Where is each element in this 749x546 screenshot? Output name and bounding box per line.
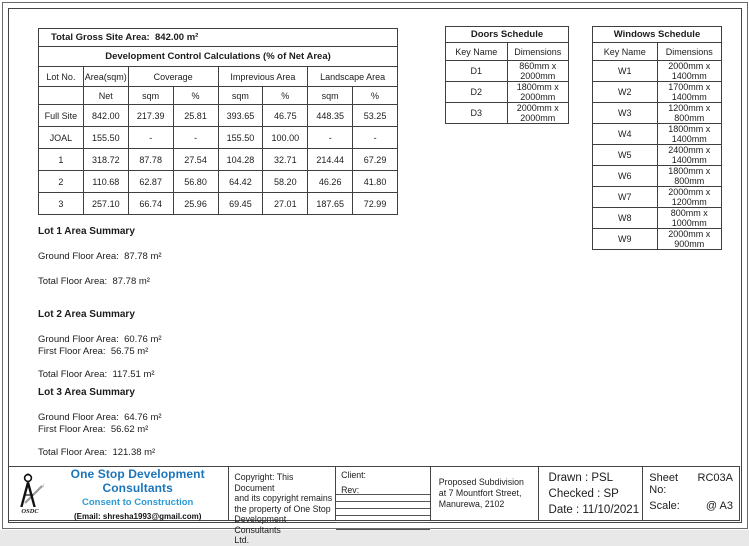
project-line: Proposed Subdivision: [438, 477, 524, 487]
table-row-full-site: [39, 105, 398, 127]
table-cell: D1: [446, 61, 508, 82]
table-row: [593, 82, 722, 103]
first-floor-area: First Floor Area: 56.75 m²: [38, 346, 149, 357]
copyright-line: and its copyright remains: [234, 493, 333, 503]
lot-summary-title: Lot 3 Area Summary: [38, 387, 135, 398]
rev-label: Rev:: [336, 483, 430, 495]
table-cell: 110.68: [83, 171, 128, 193]
table-row: [593, 103, 722, 124]
table-row: [593, 187, 722, 208]
col-header-lot-no: Lot No.: [39, 67, 84, 87]
company-logo: [13, 473, 47, 515]
table-row: [593, 208, 722, 229]
company-text: [47, 467, 228, 521]
table-cell: W3: [593, 103, 658, 124]
table-cell: 860mm x 2000mm: [507, 61, 569, 82]
table-row: [593, 229, 722, 250]
table-cell: W1: [593, 61, 658, 82]
project-line: Manurewa, 2102: [438, 499, 505, 509]
table-cell: 257.10: [83, 193, 128, 215]
table-row: [446, 103, 569, 124]
date: Date : 11/10/2021: [548, 503, 640, 516]
col-header-landscape: Landscape Area: [308, 67, 398, 87]
table-cell: 32.71: [263, 149, 308, 171]
table-cell: 2000mm x 1200mm: [657, 187, 722, 208]
revision-row: [336, 509, 430, 516]
table-cell: 64.42: [218, 171, 263, 193]
table-row: [593, 124, 722, 145]
table-cell: 1800mm x 1400mm: [657, 124, 722, 145]
table-cell: Full Site: [39, 105, 84, 127]
table-cell: 2000mm x 2000mm: [507, 103, 569, 124]
subheader-pct: %: [353, 87, 398, 105]
scale-value: @ A3: [705, 500, 733, 512]
subheader-sqm: sqm: [218, 87, 263, 105]
table-row: [593, 145, 722, 166]
sheet-no-row: [649, 472, 733, 496]
table-cell: W2: [593, 82, 658, 103]
lot2-area-summary: [38, 309, 162, 380]
table-cell: JOAL: [39, 127, 84, 149]
table-cell: 2000mm x 1400mm: [657, 61, 722, 82]
company-panel: [9, 467, 228, 520]
table-cell: 58.20: [263, 171, 308, 193]
table-cell: W5: [593, 145, 658, 166]
drawn-by: Drawn : PSL: [548, 471, 614, 484]
table-cell: -: [308, 127, 353, 149]
table-cell: 842.00: [83, 105, 128, 127]
revision-row: [336, 523, 430, 530]
copyright-line: the property of One Stop: [234, 503, 331, 514]
windows-header-dimensions: Dimensions: [657, 43, 722, 61]
table-cell: D3: [446, 103, 508, 124]
table-row-lot2: [39, 171, 398, 193]
table-cell: 62.87: [128, 171, 173, 193]
table-cell: 104.28: [218, 149, 263, 171]
client-label: Client:: [341, 470, 366, 480]
lot1-area-summary: [38, 226, 162, 287]
subheader-pct: %: [173, 87, 218, 105]
project-line: at 7 Mountfort Street,: [438, 488, 522, 498]
ground-floor-area: Ground Floor Area: 60.76 m²: [38, 334, 162, 345]
table-cell: 46.75: [263, 105, 308, 127]
table-cell: 2400mm x 1400mm: [657, 145, 722, 166]
first-floor-area: First Floor Area: 56.62 m²: [38, 424, 149, 435]
table-cell: 27.54: [173, 149, 218, 171]
table-cell: W8: [593, 208, 658, 229]
lot-summary-title: Lot 2 Area Summary: [38, 309, 135, 320]
ground-floor-area: Ground Floor Area: 64.76 m²: [38, 412, 162, 423]
table-cell: 155.50: [83, 127, 128, 149]
windows-schedule-title: Windows Schedule: [593, 27, 722, 43]
subheader-sqm: sqm: [308, 87, 353, 105]
checked-by: Checked : SP: [548, 487, 619, 500]
table-cell: 214.44: [308, 149, 353, 171]
table-row-joal: [39, 127, 398, 149]
table-row: [593, 166, 722, 187]
table-row-lot3: [39, 193, 398, 215]
revision-row: [336, 495, 430, 502]
subheader-pct: %: [263, 87, 308, 105]
subheader-sqm: sqm: [128, 87, 173, 105]
table-cell: -: [173, 127, 218, 149]
scale-label: Scale:: [649, 500, 680, 512]
table-cell: 393.65: [218, 105, 263, 127]
table-cell: 800mm x 1000mm: [657, 208, 722, 229]
doors-header-dimensions: Dimensions: [507, 43, 569, 61]
table-cell: W7: [593, 187, 658, 208]
company-email: (Email: shresha1993@gmail.com): [73, 511, 202, 521]
table-cell: W6: [593, 166, 658, 187]
col-header-imprevious: Imprevious Area: [218, 67, 308, 87]
copyright-notice: [228, 467, 335, 545]
lot-summary-title: Lot 1 Area Summary: [38, 226, 135, 237]
doors-header-key: Key Name: [446, 43, 508, 61]
total-floor-area: Total Floor Area: 87.78 m²: [38, 276, 150, 287]
table-cell: 187.65: [308, 193, 353, 215]
table-cell: -: [128, 127, 173, 149]
subheader-net: Net: [83, 87, 128, 105]
table-cell: 25.96: [173, 193, 218, 215]
total-floor-area: Total Floor Area: 117.51 m²: [38, 369, 155, 380]
table-cell: 2: [39, 171, 84, 193]
table-cell: 448.35: [308, 105, 353, 127]
table-cell: 1800mm x 800mm: [657, 166, 722, 187]
ground-floor-area: Ground Floor Area: 87.78 m²: [38, 251, 162, 262]
table-cell: 69.45: [218, 193, 263, 215]
table-cell: 87.78: [128, 149, 173, 171]
table-cell: 155.50: [218, 127, 263, 149]
table-cell: 100.00: [263, 127, 308, 149]
table-cell: 2000mm x 900mm: [657, 229, 722, 250]
copyright-line: Copyright: This Document: [234, 472, 294, 493]
doors-schedule-table: [445, 26, 569, 124]
sheet-no-value: RC03A: [697, 472, 733, 484]
table-cell: W9: [593, 229, 658, 250]
windows-schedule-table: [592, 26, 722, 250]
table-cell: -: [353, 127, 398, 149]
table-row-lot1: [39, 149, 398, 171]
table-cell: 53.25: [353, 105, 398, 127]
table-cell: 67.29: [353, 149, 398, 171]
table-cell: 56.80: [173, 171, 218, 193]
compass-icon: [15, 473, 45, 511]
windows-header-key: Key Name: [593, 43, 658, 61]
table-cell: 1: [39, 149, 84, 171]
sheet-no-label: Sheet No:: [649, 472, 678, 496]
table-row: [446, 82, 569, 103]
table-cell: 318.72: [83, 149, 128, 171]
table-row: [446, 61, 569, 82]
lot3-area-summary: [38, 387, 162, 458]
logo-text: OSDC: [21, 507, 39, 515]
table-cell: 72.99: [353, 193, 398, 215]
copyright-line: Ltd.: [234, 535, 250, 545]
subheader-blank: [39, 87, 84, 105]
table-cell: 41.80: [353, 171, 398, 193]
col-header-coverage: Coverage: [128, 67, 218, 87]
table-cell: 66.74: [128, 193, 173, 215]
table-cell: 1800mm x 2000mm: [507, 82, 569, 103]
development-control-table: [38, 28, 398, 215]
drawn-checked-date-panel: [538, 467, 643, 520]
table-cell: 27.01: [263, 193, 308, 215]
table-cell: 217.39: [128, 105, 173, 127]
table-row: [593, 61, 722, 82]
dev-control-subtitle: Development Control Calculations (% of Net Area): [39, 47, 398, 67]
scale-row: [649, 500, 733, 512]
table-cell: 1200mm x 800mm: [657, 103, 722, 124]
title-block: [8, 466, 740, 545]
copyright-line: Development Consultants: [234, 514, 287, 535]
total-floor-area: Total Floor Area: 121.38 m²: [38, 447, 156, 458]
col-header-area: Area(sqm): [83, 67, 128, 87]
company-name: One Stop Development Consultants: [70, 466, 205, 495]
revision-row: [336, 516, 430, 523]
project-description: [430, 467, 538, 520]
table-cell: D2: [446, 82, 508, 103]
table-cell: 3: [39, 193, 84, 215]
table-cell: W4: [593, 124, 658, 145]
sheet-info-panel: [642, 467, 739, 520]
company-tagline: Consent to Construction: [82, 496, 194, 508]
gross-site-area-title: Total Gross Site Area: 842.00 m²: [39, 29, 398, 47]
revision-row: [336, 502, 430, 509]
table-cell: 46.26: [308, 171, 353, 193]
client-revision-panel: [335, 467, 430, 520]
table-cell: 1700mm x 1400mm: [657, 82, 722, 103]
doors-schedule-title: Doors Schedule: [446, 27, 569, 43]
table-cell: 25.81: [173, 105, 218, 127]
